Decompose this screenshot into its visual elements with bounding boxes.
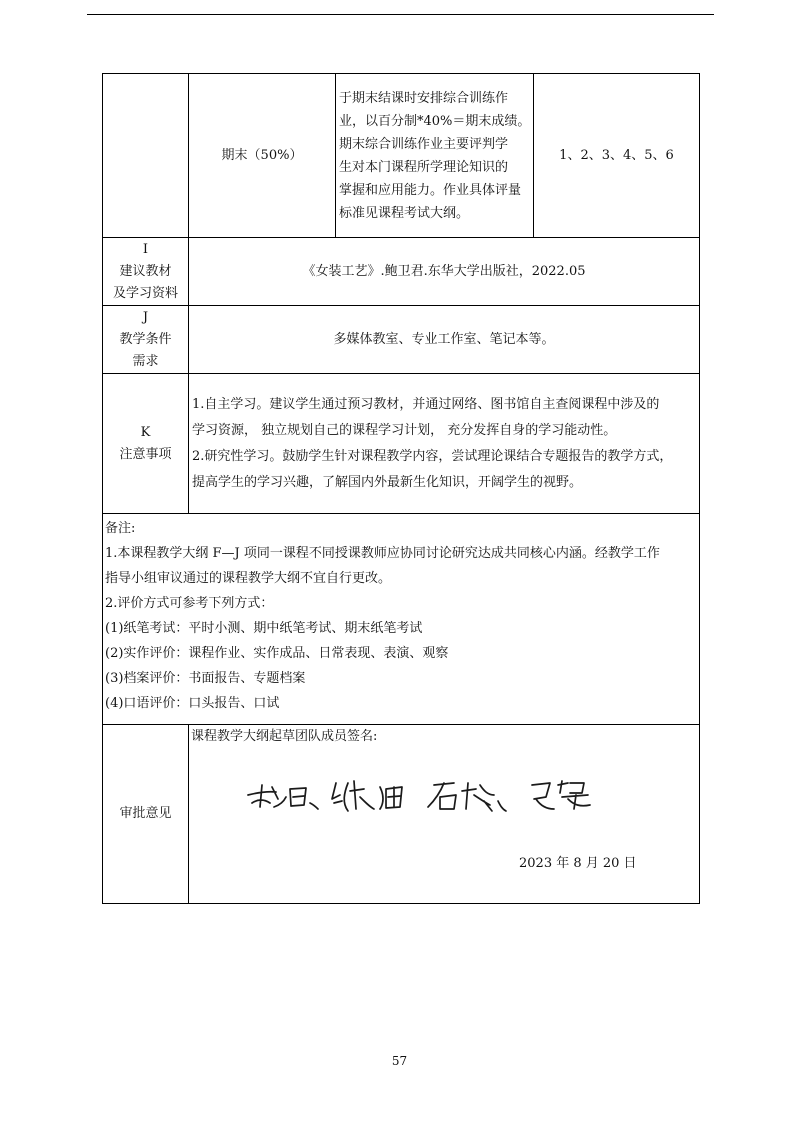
- assessment-description-line: 掌握和应用能力。作业具体评量: [339, 182, 522, 198]
- signature-stroke: [248, 785, 286, 807]
- textbook-label: [103, 238, 189, 306]
- assessment-objectives: 1、2、3、4、5、6: [534, 74, 700, 238]
- signature-stroke: [332, 781, 374, 811]
- assessment-description-line: 生对本门课程所学理论知识的: [339, 159, 509, 175]
- textbook-content: 《女装工艺》.鲍卫君.东华大学出版社，2022.05: [189, 238, 700, 306]
- remarks-title: 备注:: [105, 521, 136, 536]
- conditions-title-line2: 需求: [132, 353, 159, 369]
- approval-label: 审批意见: [103, 725, 189, 904]
- signature-stroke: [532, 783, 554, 809]
- approval-content: [189, 725, 700, 904]
- header-rule: [87, 14, 714, 15]
- signature-stroke: [380, 787, 402, 809]
- remarks-row: [103, 514, 700, 725]
- remarks-line: 2.评价方式可参考下列方式：: [105, 596, 274, 611]
- approval-date: 2023 年 8 月 20 日: [519, 856, 637, 871]
- final-assessment-row: [103, 74, 700, 238]
- page-number: 57: [391, 1054, 408, 1068]
- notes-row: [103, 374, 700, 514]
- notes-line: 1.自主学习。建议学生通过预习教材，并通过网络、图书馆自主查阅课程中涉及的: [192, 396, 660, 412]
- conditions-label: [103, 306, 189, 374]
- notes-line: 学习资源， 独立规划自己的课程学习计划， 充分发挥自身的学习能动性。: [192, 422, 617, 438]
- notes-title: 注意事项: [119, 446, 172, 462]
- approval-heading: 课程教学大纲起草团队成员签名:: [191, 729, 378, 744]
- conditions-code: J: [142, 309, 149, 325]
- assessment-description-line: 于期末结课时安排综合训练作: [339, 90, 509, 106]
- conditions-title-line1: 教学条件: [119, 331, 172, 347]
- notes-label: [103, 374, 189, 514]
- remarks-line: (3)档案评价：书面报告、专题档案: [105, 671, 306, 686]
- signature-stroke: [462, 783, 494, 811]
- textbook-title-line2: 及学习资料: [112, 285, 178, 301]
- conditions-content: 多媒体教室、专业工作室、笔记本等。: [189, 306, 700, 374]
- assessment-description-line: 业，以百分制*40%＝期末成绩。: [339, 113, 531, 129]
- assessment-label: 期末（50%）: [189, 74, 336, 238]
- assessment-description-line: 标准见课程考试大纲。: [339, 205, 470, 221]
- handwritten-signatures: [244, 777, 604, 817]
- syllabus-table: [102, 73, 700, 904]
- remarks-line: 指导小组审议通过的课程教学大纲不宜自行更改。: [105, 571, 392, 586]
- remarks-line: (2)实作评价：课程作业、实作成品、日常表现、表演、观察: [105, 646, 449, 661]
- notes-line: 提高学生的学习兴趣，了解国内外最新生化知识，开阔学生的视野。: [192, 474, 583, 490]
- assessment-description-line: 期末综合训练作业主要评判学: [339, 136, 509, 152]
- textbook-code: I: [142, 241, 149, 257]
- assessment-description: [336, 74, 534, 238]
- signature-stroke: [428, 783, 456, 809]
- notes-code: K: [140, 424, 151, 440]
- conditions-row: [103, 306, 700, 374]
- signature-stroke: [558, 781, 590, 809]
- remarks-content: [103, 514, 700, 725]
- textbook-title-line1: 建议教材: [119, 263, 172, 279]
- remarks-line: (4)口语评价：口头报告、口试: [105, 696, 280, 711]
- notes-line: 2.研究性学习。鼓励学生针对课程教学内容，尝试理论课结合专题报告的教学方式，: [192, 448, 673, 464]
- textbook-row: [103, 238, 700, 306]
- remarks-line: 1.本课程教学大纲 F—J 项同一课程不同授课教师应协同讨论研究达成共同核心内涵。经教学工作: [105, 546, 660, 561]
- signature-stroke: [290, 788, 318, 809]
- notes-content: [189, 374, 700, 514]
- empty-label-cell: [103, 74, 189, 238]
- remarks-line: (1)纸笔考试：平时小测、期中纸笔考试、期末纸笔考试: [105, 621, 423, 636]
- signature-stroke: [498, 801, 506, 811]
- approval-row: [103, 725, 700, 904]
